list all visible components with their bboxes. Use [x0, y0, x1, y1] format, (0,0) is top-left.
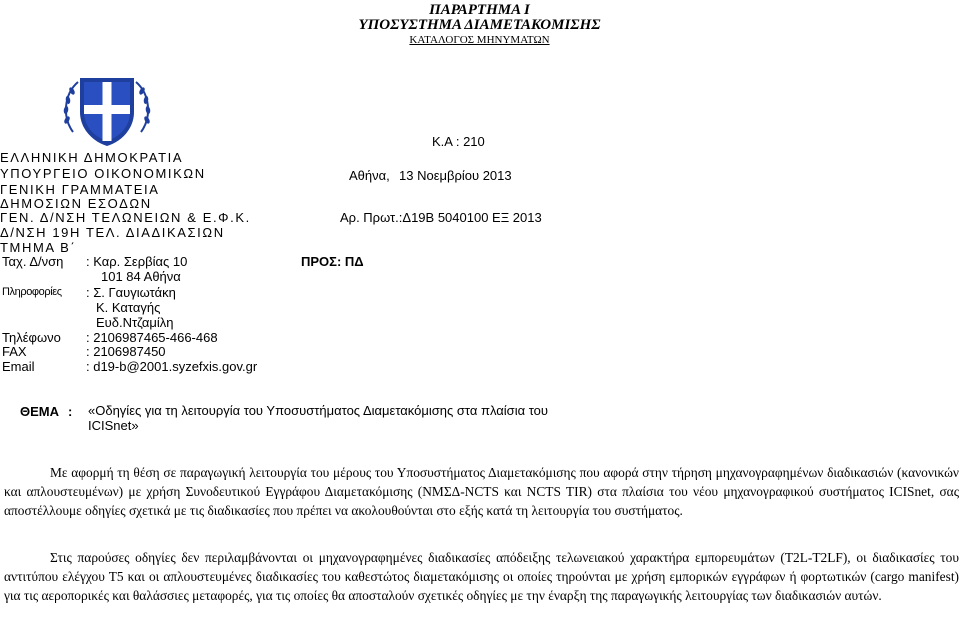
address-line-2: 101 84 Αθήνα — [101, 269, 181, 284]
authority-line-3: ΓΕΝΙΚΗ ΓΡΑΜΜΑΤΕΙΑ — [0, 182, 160, 197]
annex-title: ΠΑΡΑΡΤΗΜΑ Ι — [429, 2, 530, 18]
info-line-1: : Σ. Γαυγιωτάκη — [86, 285, 176, 300]
fax-value: : 2106987450 — [86, 344, 166, 359]
catalog-title: ΚΑΤΑΛΟΓΟΣ ΜΗΝΥΜΑΤΩΝ — [409, 34, 550, 46]
authority-line-2: ΥΠΟΥΡΓΕΙΟ ΟΙΚΟΝΟΜΙΚΩΝ — [0, 166, 206, 181]
address-label: Ταχ. Δ/νση — [2, 254, 64, 269]
coat-of-arms-icon — [58, 72, 156, 148]
ka-code: Κ.Α : 210 — [432, 134, 485, 149]
address-line-1: : Καρ. Σερβίας 10 — [86, 254, 188, 269]
subject-label: ΘΕΜΑ — [20, 404, 59, 419]
authority-line-6: Δ/ΝΣΗ 19Η ΤΕΛ. ΔΙΑΔΙΚΑΣΙΩΝ — [0, 225, 225, 240]
date: 13 Νοεμβρίου 2013 — [399, 168, 512, 183]
subject-colon: : — [68, 404, 73, 419]
subject-line-1: «Οδηγίες για τη λειτουργία του Υποσυστήματος Διαμετακόμισης στα πλαίσια του — [88, 403, 548, 418]
info-line-3: Ευδ.Ντζαμίλη — [96, 315, 174, 330]
info-label: Πληροφορίες — [2, 286, 62, 298]
system-title: ΥΠΟΣΥΣΤΗΜΑ ΔΙΑΜΕΤΑΚΟΜΙΣΗΣ — [358, 17, 601, 33]
protocol-number: Αρ. Πρωτ.:Δ19Β 5040100 ΕΞ 2013 — [340, 210, 542, 225]
email-value[interactable]: : d19-b@2001.syzefxis.gov.gr — [86, 359, 258, 374]
authority-line-7: ΤΜΗΜΑ Β΄ — [0, 240, 77, 255]
info-line-2: Κ. Καταγής — [96, 300, 161, 315]
recipient: ΠΡΟΣ: ΠΔ — [301, 254, 364, 269]
phone-label: Τηλέφωνο — [2, 330, 61, 345]
body-paragraph-1: Με αφορμή τη θέση σε παραγωγική λειτουργία του μέρους του Υποσυστήματος Διαμετακόμισης που αφορά στην τήρηση μηχανογραφημένων διαδικασιών (κανονικών και απλουστευμένων) με χρήση Συνοδευτικού Εγγράφου Διαμετακόμισης (ΝΜΣΔ-NCTS και NCTS TIR) στα πλαίσια του νέου μηχανογραφικού συστήματος ICISnet, σας αποστέλλουμε οδηγίες σχετικά με τις διαδικασίες που πρέπει να ακολουθούνται στο εξής κατά τη λειτουργία του συστήματος. — [4, 465, 959, 518]
authority-line-5: ΓΕΝ. Δ/ΝΣΗ ΤΕΛΩΝΕΙΩΝ & Ε.Φ.Κ. — [0, 210, 251, 225]
phone-value: : 2106987465-466-468 — [86, 330, 218, 345]
subject-line-2: ICISnet» — [88, 418, 139, 433]
fax-label: FAX — [2, 344, 27, 359]
email-label: Email — [2, 359, 35, 374]
body-paragraph-2: Στις παρούσες οδηγίες δεν περιλαμβάνονται οι μηχανογραφημένες διαδικασίες απόδειξης τελωνειακού χαρακτήρα εμπορευμάτων (T2L-T2LF), οι διαδικασίες του αντιτύπου ελέγχου Τ5 και οι απλουστευμένες διαδικασίες του καθεστώτος διαμετακόμισης οι οποίες τηρούνται με χρήση εμπορικών εγγράφων ή φορτωτικών (cargo manifest) για τις αεροπορικές και θαλάσσιες μεταφορές, για τις οποίες θα αποσταλούν σχετικές οδηγίες με την έναρξη της παραγωγικής λειτουργίας των διαδικασιών αυτών. — [4, 550, 959, 603]
authority-line-4: ΔΗΜΟΣΙΩΝ ΕΣΟΔΩΝ — [0, 196, 152, 211]
authority-line-1: ΕΛΛΗΝΙΚΗ ΔΗΜΟΚΡΑΤΙΑ — [0, 150, 184, 165]
date-place: Αθήνα, — [349, 168, 390, 183]
